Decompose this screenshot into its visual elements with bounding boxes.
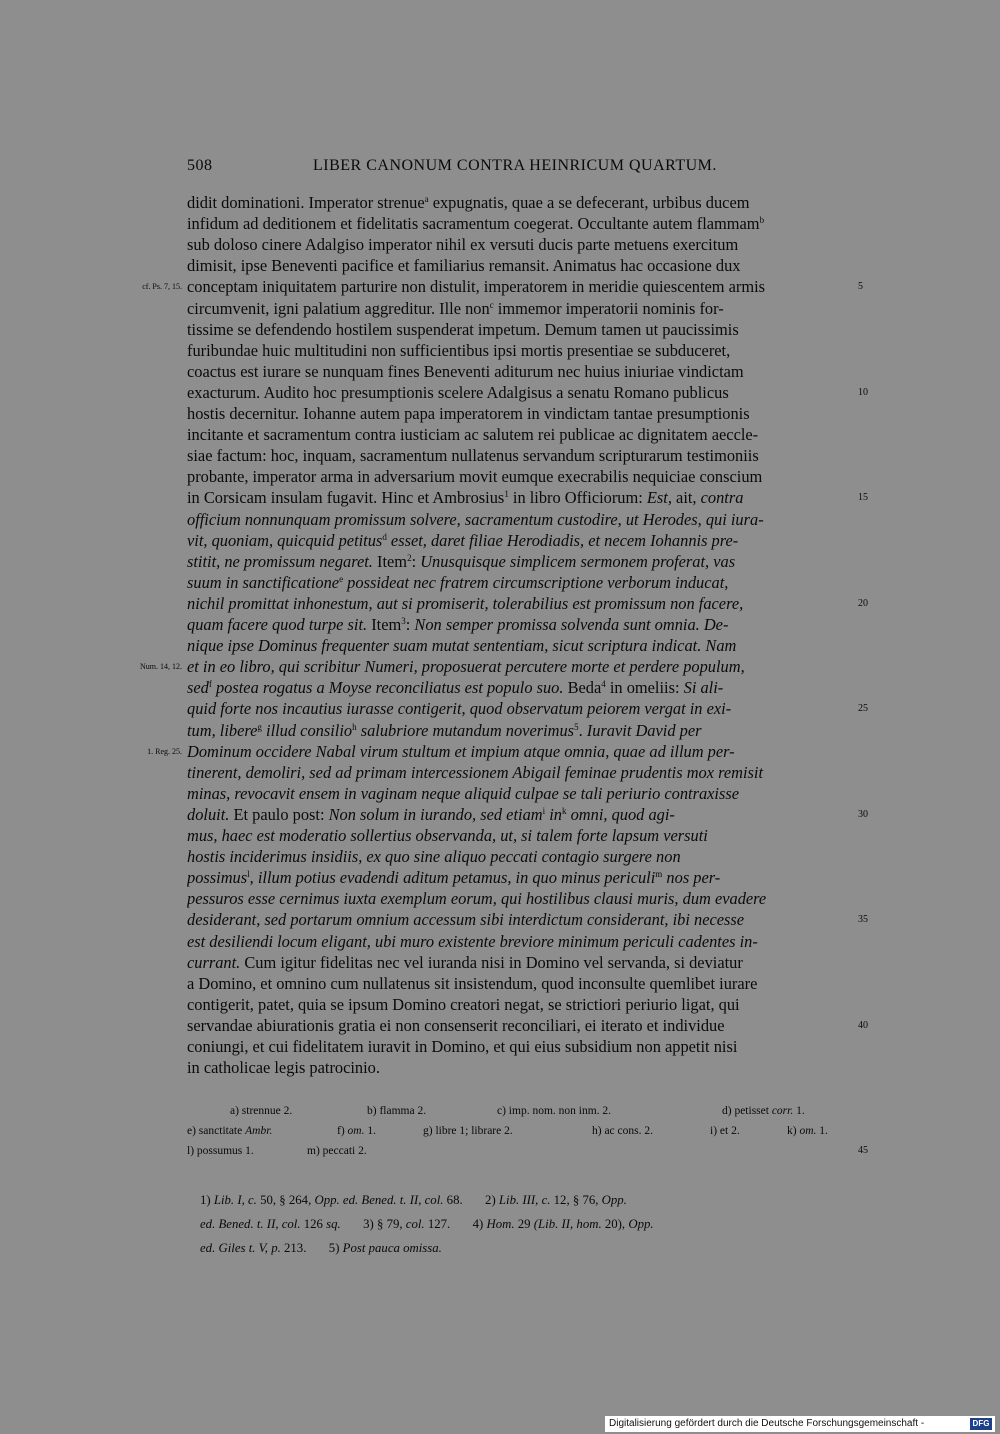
- variant-note: b) flamma 2.: [367, 1105, 427, 1117]
- running-title: LIBER CANONUM CONTRA HEINRICUM QUARTUM.: [313, 157, 717, 174]
- text-line: pessuros esse cernimus iuxta exemplum eorum, qui hostilibus clausi muris, dum evadere: [187, 889, 767, 909]
- page-header: [187, 157, 853, 179]
- text-line: et in eo libro, qui scribitur Numeri, proposuerat percutere morte et perdere populum,: [187, 657, 745, 677]
- variant-note: a) strennue 2.: [230, 1105, 293, 1117]
- text-line: furibundae huic multitudini non sufficientibus ipsi mortis presentiae se subduceret,: [187, 340, 731, 360]
- text-line: in catholicae legis patrocinio.: [187, 1058, 380, 1078]
- text-line: infidum ad deditionem et fidelitatis sacramentum coegerat. Occultante autem flammam$^b$: [187, 214, 765, 234]
- line-number: 10: [858, 386, 868, 398]
- variant-note: d) petisset corr. 1.: [722, 1105, 805, 1117]
- text-line: suum in sanctificatione$^e$ possideat nec fratrem circumscriptione verborum inducat,: [187, 572, 729, 592]
- text-line: nique ipse Dominus frequenter suam mutat sententiam, sicut scriptura indicat. Nam: [187, 636, 737, 656]
- variant-note: m) peccati 2.: [307, 1145, 367, 1157]
- text-line: coniungi, et cui fidelitatem iuravit in Domino, et qui eius subsidium non appetit nisi: [187, 1037, 738, 1056]
- text-line: dimisit, ipse Beneventi pacifice et familiarius remansit. Animatus hac occasione dux: [187, 256, 741, 276]
- variant-note: h) ac cons. 2.: [592, 1125, 653, 1137]
- footer-text: Digitalisierung gefördert durch die Deutsche Forschungsgemeinschaft -: [609, 1418, 925, 1429]
- text-line: siae factum: hoc, inquam, sacramentum nullatenus servandum scripturarum testimoniis: [187, 446, 759, 466]
- text-line: sub doloso cinere Adalgiso imperator nihil ex versuti ducis parte metuens exercitum: [187, 235, 739, 255]
- text-line: a Domino, et omnino cum nullatenus sit insistendum, quod inconsulte quemlibet iurare: [187, 973, 758, 993]
- variant-note: g) libre 1; librare 2.: [423, 1125, 513, 1137]
- digitization-footer: [605, 1416, 995, 1432]
- text-line: hostis decernitur. Iohanne autem papa imperatorem in vindictam tantae presumptionis: [187, 404, 750, 423]
- line-number: 15: [858, 492, 868, 504]
- margin-reference: cf. Ps. 7, 15.: [142, 282, 182, 292]
- text-line: coactus est iurare se nunquam fines Beneventi aditurum nec huius iniuriae vindictam: [187, 361, 744, 381]
- text-line: hostis inciderimus insidiis, ex quo sine aliquo peccati contagio surgere non: [187, 847, 681, 867]
- variant-note: k) om. 1.: [787, 1125, 828, 1137]
- source-note-line: ed. Giles t. V, p. 213. 5) Post pauca omissa.: [200, 1241, 442, 1255]
- page-number: 508: [187, 157, 213, 174]
- text-line: tissime se defendendo hostilem suspenderat impetum. Demum tamen ut paucissimis: [187, 319, 739, 339]
- text-line: contigerit, patet, quia se ipsum Domino creatori negat, se strictiori periurio ligat, qui: [187, 994, 740, 1014]
- line-number: 20: [858, 597, 868, 609]
- margin-reference: 1. Reg. 25.: [147, 746, 182, 756]
- text-line: tinerent, demoliri, sed ad primam intercessionem Abigail feminae prudentis mox remisit: [187, 762, 764, 782]
- text-line: exacturum. Audito hoc presumptionis scelere Adalgisus a senatu Romano publicus: [187, 382, 729, 402]
- source-note-line: 1) Lib. I, c. 50, § 264, Opp. ed. Bened. t. II, col. 68. 2) Lib. III, c. 12, § 76, Opp.: [200, 1193, 627, 1207]
- text-line: officium nonnunquam promissum solvere, sacramentum custodire, ut Herodes, qui iura-: [187, 509, 764, 529]
- text-line: minas, revocavit ensem in vaginam neque aliquid culpae se tali periurio contraxisse: [187, 783, 740, 803]
- variant-note: c) imp. nom. non inm. 2.: [497, 1105, 612, 1117]
- line-number: 40: [858, 1019, 868, 1031]
- margin-reference: Num. 14, 12.: [140, 662, 182, 672]
- text-line: didit dominationi. Imperator strenue$^a$ expugnatis, quae a se defecerant, urbibus ducem: [187, 193, 750, 212]
- text-line: incitante et sacramentum contra iusticiam ac salutem rei publicae ac dignitatem aeccle-: [187, 425, 759, 445]
- text-line: sed$^f$ postea rogatus a Moyse reconciliatus est populo suo. Beda$^4$ in omeliis: Si ali-: [187, 678, 724, 698]
- source-note-line: ed. Bened. t. II, col. 126 sq. 3) § 79, col. 127. 4) Hom. 29 (Lib. II, hom. 20), Opp.: [200, 1217, 654, 1231]
- text-line: servandae abiurationis gratia ei non consenserit reconciliari, ei iterato et individue: [187, 1015, 725, 1035]
- text-line: conceptam iniquitatem parturire non distulit, imperatorem in meridie quiescentem armis: [187, 277, 766, 297]
- variant-note: f) om. 1.: [337, 1125, 376, 1137]
- line-number: 45: [858, 1145, 868, 1156]
- variant-note: l) possumus 1.: [187, 1145, 254, 1157]
- text-line: vit, quoniam, quicquid petitus$^d$ esset, daret filiae Herodiadis, et necem Iohannis pre-: [187, 530, 739, 550]
- text-line: Dominum occidere Nabal virum stultum et impium atque omnia, quae ad illum per-: [187, 741, 735, 761]
- text-line: doluit. Et paulo post: Non solum in iurando, sed etiam$^i$ $in^k$ omni, quod agi-: [187, 804, 675, 824]
- text-line: desiderant, sed portarum omnium accessum sibi interdictum considerant, ibi necesse: [187, 910, 745, 930]
- text-line: quam facere quod turpe sit. Item$^3$: Non semper promissa solvenda sunt omnia. De-: [187, 615, 729, 634]
- variant-note: e) sanctitate Ambr.: [187, 1125, 273, 1137]
- line-number: 35: [858, 914, 868, 926]
- text-line: est desiliendi locum eligant, ubi muro existente breviore minimum periculi cadentes in-: [187, 931, 758, 951]
- text-line: circumvenit, igni palatium aggreditur. Ille non$^c$ immemor imperatorii nominis for-: [187, 298, 724, 318]
- text-line: probante, imperator arma in adversarium movit eumque execrabilis nequiciae conscium: [187, 467, 763, 487]
- text-line: mus, haec est moderatio sollertius observanda, ut, si talem forte lapsum versuti: [187, 826, 708, 845]
- text-line: tum, libere$^g$ illud consilio$^h$ salubriore mutandum noverimus$^5$. Iuravit David per: [187, 720, 702, 740]
- variant-note: i) et 2.: [710, 1125, 740, 1137]
- line-number: 25: [858, 703, 868, 715]
- line-number: 30: [858, 808, 868, 820]
- text-line: in Corsicam insulam fugavit. Hinc et Ambrosius$^1$ in libro Officiorum: Est, ait, contra: [187, 488, 744, 508]
- line-number: 5: [858, 281, 863, 293]
- text-line: currant. Cum igitur fidelitas nec vel iuranda nisi in Domino vel servanda, si deviatur: [187, 952, 743, 972]
- text-line: quid forte nos incautius iurasse contigerit, quod observatum peiorem vergat in exi-: [187, 699, 732, 719]
- text-line: nichil promittat inhonestum, aut si promiserit, tolerabilius est promissum non facere,: [187, 593, 744, 613]
- dfg-logo: DFG: [970, 1418, 992, 1430]
- text-line: stitit, ne promissum negaret. Item$^2$: Unusquisque simplicem sermonem proferat, vas: [187, 551, 736, 571]
- text-line: possimus$^l$, illum potius evadendi aditum petamus, in quo minus periculi$^m$ nos per-: [187, 868, 721, 888]
